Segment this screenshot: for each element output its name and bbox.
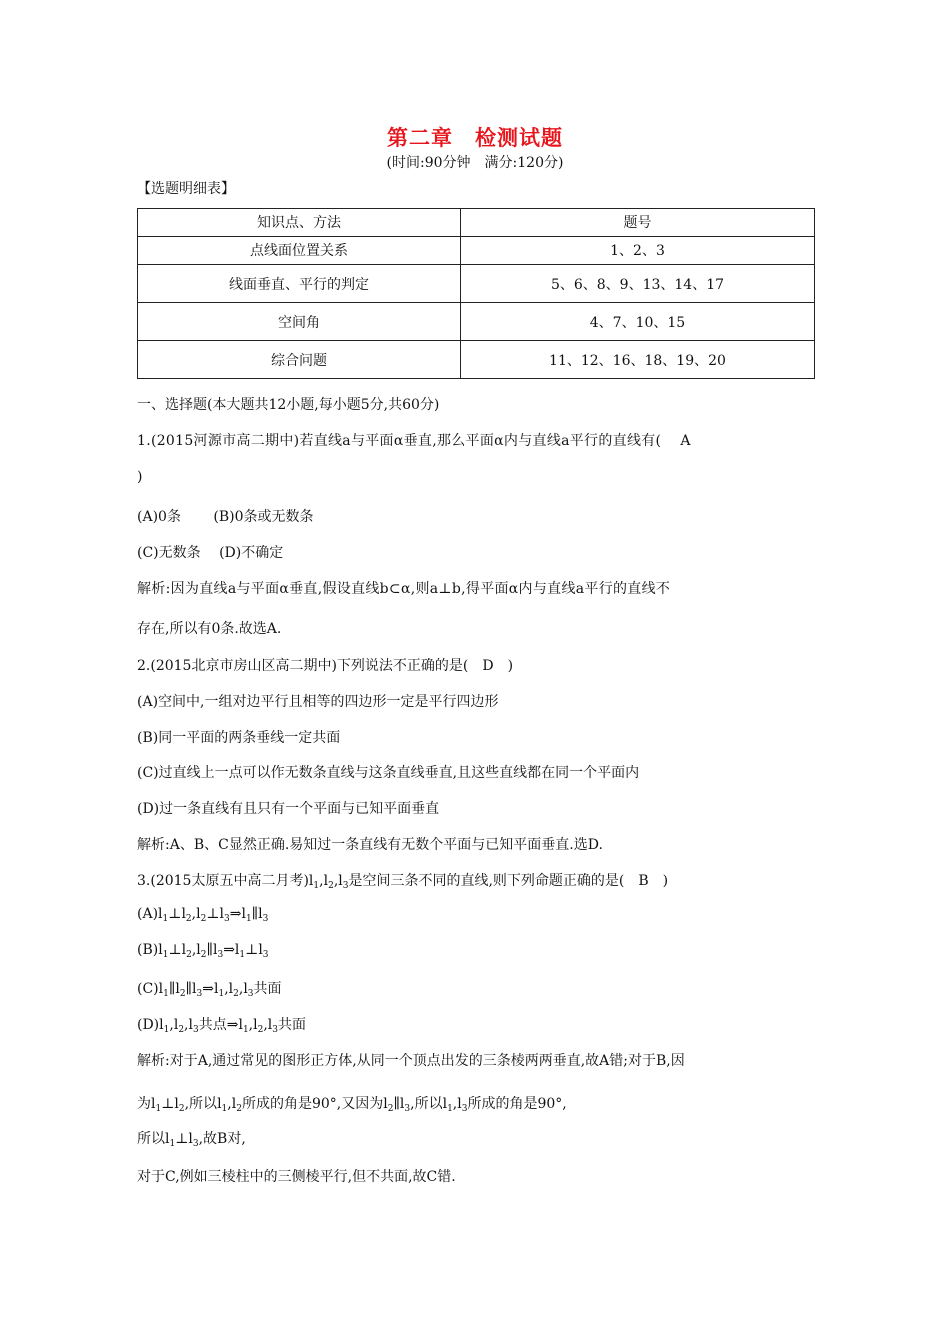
table-cell: 4、7、10、15 (461, 303, 815, 341)
question-3-analysis-conclusion: 所以$l_1\perp l_3$,故B对, (137, 1131, 246, 1149)
question-2-option-a: (A)空间中,一组对边平行且相等的四边形一定是平行四边形 (137, 694, 499, 710)
question-3-analysis-cont: 为$l_1\perp l_2$,所以$l_1,l_2$所成的角是90°,又因为$l_2\parallel l_3$,所以$l_1,l_3$所成的角是90°, (137, 1096, 567, 1114)
question-2-option-d: (D)过一条直线有且只有一个平面与已知平面垂直 (137, 801, 440, 817)
table-row (138, 303, 815, 341)
question-3-stem: 3.(2015太原五中高二月考)$l_1,l_2,l_3$是空间三条不同的直线,则下列命题正确的是( B ) (137, 873, 669, 891)
table-cell: 11、12、16、18、19、20 (461, 341, 815, 379)
table-row (138, 265, 815, 303)
table-header-row (138, 209, 815, 237)
question-3-option-c: $(C)l_1\parallel l_2\parallel l_3\Rightarrow l_1,l_2,l_3$共面 (137, 981, 282, 999)
question-detail-table (137, 208, 815, 379)
table-header: 题号 (461, 209, 815, 237)
question-1-stem-end: ) (137, 469, 143, 485)
table-cell: 线面垂直、平行的判定 (138, 265, 461, 303)
title-chapter: 第二章 (387, 126, 453, 150)
question-1-stem: 1.(2015河源市高二期中)若直线a与平面α垂直,那么平面α内与直线a平行的直线有( A (137, 433, 691, 449)
question-1-analysis: 解析:因为直线a与平面α垂直,假设直线b⊂α,则a⊥b,得平面α内与直线a平行的直线不 (137, 581, 671, 597)
question-3-analysis-c: 对于C,例如三棱柱中的三侧棱平行,但不共面,故C错. (137, 1169, 456, 1185)
question-1-options-ab: (A)0条 (B)0条或无数条 (137, 509, 314, 525)
question-1-analysis-cont: 存在,所以有0条.故选A. (137, 621, 282, 637)
page-title (0, 122, 950, 152)
table-cell: 综合问题 (138, 341, 461, 379)
question-3-option-d: $(D)l_1,l_2,l_3$共点$\Rightarrow l_1,l_2,l_3$共面 (137, 1017, 307, 1035)
table-cell: 点线面位置关系 (138, 237, 461, 265)
question-2-option-c: (C)过直线上一点可以作无数条直线与这条直线垂直,且这些直线都在同一个平面内 (137, 765, 640, 781)
question-3-option-b: $(B)l_1\perp l_2,l_2\parallel l_3\Rightarrow l_1\perp l_3$ (137, 942, 269, 960)
full-score: 满分:120分) (484, 155, 564, 171)
table-label: 【选题明细表】 (137, 181, 235, 197)
question-3-option-a: $(A)l_1\perp l_2,l_2\perp l_3\Rightarrow l_1\parallel l_3$ (137, 906, 269, 924)
question-2-analysis: 解析:A、B、C显然正确.易知过一条直线有无数个平面与已知平面垂直.选D. (137, 837, 603, 853)
section-heading: 一、选择题(本大题共12小题,每小题5分,共60分) (137, 397, 440, 413)
table-cell: 5、6、8、9、13、14、17 (461, 265, 815, 303)
table-cell: 1、2、3 (461, 237, 815, 265)
table-header: 知识点、方法 (138, 209, 461, 237)
page-subtitle (0, 152, 950, 172)
table-row (138, 237, 815, 265)
question-3-analysis: 解析:对于A,通过常见的图形正方体,从同一个顶点出发的三条棱两两垂直,故A错;对于B,因 (137, 1053, 685, 1069)
table-cell: 空间角 (138, 303, 461, 341)
title-text: 检测试题 (475, 126, 563, 150)
question-1-options-cd: (C)无数条 (D)不确定 (137, 545, 284, 561)
question-2-option-b: (B)同一平面的两条垂线一定共面 (137, 730, 341, 746)
time-limit: (时间:90分钟 (386, 155, 471, 171)
table-row (138, 341, 815, 379)
question-2-stem: 2.(2015北京市房山区高二期中)下列说法不正确的是( D ) (137, 658, 514, 674)
